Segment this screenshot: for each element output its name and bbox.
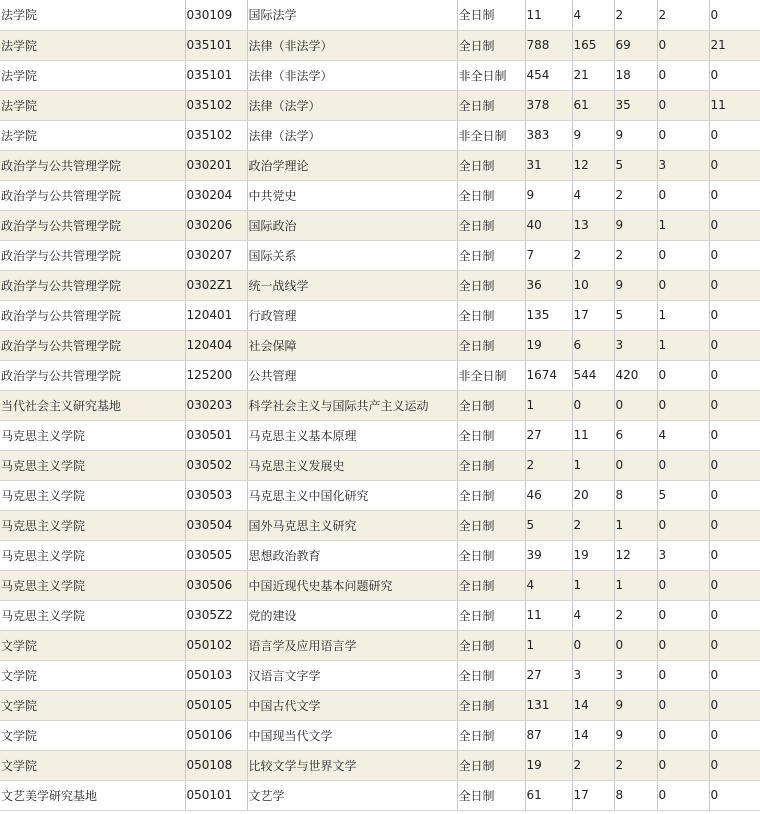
table-row	[0, 180, 760, 210]
code-cell: 030505	[185, 540, 247, 570]
study-mode-cell: 全日制	[457, 630, 525, 660]
code-cell: 030506	[185, 570, 247, 600]
table-row	[0, 750, 760, 780]
count-cell-5: 0	[709, 570, 760, 600]
count-cell-2: 544	[572, 360, 614, 390]
study-mode-cell: 全日制	[457, 240, 525, 270]
code-cell: 030204	[185, 180, 247, 210]
count-cell-4: 0	[657, 750, 709, 780]
count-cell-3: 5	[614, 150, 657, 180]
count-cell-2: 0	[572, 630, 614, 660]
college-cell: 马克思主义学院	[0, 450, 185, 480]
major-cell: 中国近现代史基本问题研究	[247, 570, 457, 600]
count-cell-2: 10	[572, 270, 614, 300]
count-cell-4: 0	[657, 510, 709, 540]
table-row	[0, 360, 760, 390]
count-cell-2: 165	[572, 30, 614, 60]
major-cell: 法律（非法学）	[247, 60, 457, 90]
major-cell: 统一战线学	[247, 270, 457, 300]
college-cell: 政治学与公共管理学院	[0, 330, 185, 360]
count-cell-3: 12	[614, 540, 657, 570]
table-row	[0, 60, 760, 90]
table-row	[0, 600, 760, 630]
count-cell-5: 0	[709, 300, 760, 330]
count-cell-2: 14	[572, 720, 614, 750]
count-cell-2: 4	[572, 0, 614, 30]
count-cell-3: 0	[614, 630, 657, 660]
code-cell: 030207	[185, 240, 247, 270]
count-cell-1: 46	[525, 480, 572, 510]
study-mode-cell: 全日制	[457, 690, 525, 720]
code-cell: 035101	[185, 60, 247, 90]
college-cell: 政治学与公共管理学院	[0, 150, 185, 180]
study-mode-cell: 非全日制	[457, 120, 525, 150]
college-cell: 政治学与公共管理学院	[0, 360, 185, 390]
count-cell-2: 61	[572, 90, 614, 120]
college-cell: 马克思主义学院	[0, 600, 185, 630]
study-mode-cell: 全日制	[457, 210, 525, 240]
count-cell-4: 1	[657, 300, 709, 330]
study-mode-cell: 非全日制	[457, 360, 525, 390]
table-row	[0, 270, 760, 300]
table-row	[0, 720, 760, 750]
table-row	[0, 330, 760, 360]
count-cell-4: 0	[657, 630, 709, 660]
major-cell: 国际政治	[247, 210, 457, 240]
table-row	[0, 150, 760, 180]
major-cell: 国际关系	[247, 240, 457, 270]
count-cell-1: 2	[525, 450, 572, 480]
count-cell-4: 0	[657, 720, 709, 750]
count-cell-2: 20	[572, 480, 614, 510]
count-cell-1: 11	[525, 600, 572, 630]
count-cell-3: 2	[614, 600, 657, 630]
study-mode-cell: 全日制	[457, 330, 525, 360]
table-row	[0, 690, 760, 720]
major-cell: 比较文学与世界文学	[247, 750, 457, 780]
count-cell-3: 9	[614, 120, 657, 150]
college-cell: 文学院	[0, 690, 185, 720]
count-cell-5: 0	[709, 480, 760, 510]
study-mode-cell: 全日制	[457, 0, 525, 30]
table-row	[0, 570, 760, 600]
college-cell: 法学院	[0, 0, 185, 30]
count-cell-1: 7	[525, 240, 572, 270]
count-cell-2: 17	[572, 300, 614, 330]
count-cell-1: 87	[525, 720, 572, 750]
count-cell-1: 454	[525, 60, 572, 90]
college-cell: 政治学与公共管理学院	[0, 210, 185, 240]
count-cell-3: 1	[614, 570, 657, 600]
study-mode-cell: 非全日制	[457, 60, 525, 90]
study-mode-cell: 全日制	[457, 720, 525, 750]
college-cell: 马克思主义学院	[0, 570, 185, 600]
table-row	[0, 540, 760, 570]
table-row	[0, 510, 760, 540]
count-cell-4: 0	[657, 30, 709, 60]
table-row	[0, 630, 760, 660]
count-cell-3: 3	[614, 660, 657, 690]
code-cell: 050106	[185, 720, 247, 750]
study-mode-cell: 全日制	[457, 480, 525, 510]
table-row	[0, 120, 760, 150]
college-cell: 文艺美学研究基地	[0, 780, 185, 810]
code-cell: 120401	[185, 300, 247, 330]
major-cell: 科学社会主义与国际共产主义运动	[247, 390, 457, 420]
count-cell-5: 0	[709, 750, 760, 780]
count-cell-3: 1	[614, 510, 657, 540]
count-cell-3: 8	[614, 780, 657, 810]
major-cell: 公共管理	[247, 360, 457, 390]
count-cell-2: 9	[572, 120, 614, 150]
major-cell: 中国古代文学	[247, 690, 457, 720]
study-mode-cell: 全日制	[457, 750, 525, 780]
count-cell-5: 0	[709, 330, 760, 360]
count-cell-2: 12	[572, 150, 614, 180]
major-cell: 汉语言文字学	[247, 660, 457, 690]
study-mode-cell: 全日制	[457, 570, 525, 600]
study-mode-cell: 全日制	[457, 540, 525, 570]
count-cell-3: 420	[614, 360, 657, 390]
count-cell-1: 31	[525, 150, 572, 180]
table-row	[0, 240, 760, 270]
count-cell-3: 9	[614, 270, 657, 300]
table-row	[0, 780, 760, 810]
major-cell: 社会保障	[247, 330, 457, 360]
count-cell-1: 19	[525, 750, 572, 780]
count-cell-3: 9	[614, 720, 657, 750]
count-cell-3: 2	[614, 180, 657, 210]
count-cell-4: 0	[657, 450, 709, 480]
count-cell-2: 4	[572, 180, 614, 210]
college-cell: 法学院	[0, 90, 185, 120]
table-row	[0, 30, 760, 60]
college-cell: 文学院	[0, 750, 185, 780]
major-cell: 法律（法学）	[247, 90, 457, 120]
count-cell-2: 3	[572, 660, 614, 690]
count-cell-3: 2	[614, 240, 657, 270]
count-cell-1: 40	[525, 210, 572, 240]
college-cell: 马克思主义学院	[0, 480, 185, 510]
study-mode-cell: 全日制	[457, 150, 525, 180]
count-cell-5: 0	[709, 180, 760, 210]
major-cell: 中国现当代文学	[247, 720, 457, 750]
college-cell: 法学院	[0, 30, 185, 60]
count-cell-4: 0	[657, 390, 709, 420]
major-cell: 法律（非法学）	[247, 30, 457, 60]
count-cell-1: 1	[525, 390, 572, 420]
count-cell-5: 0	[709, 240, 760, 270]
count-cell-5: 0	[709, 210, 760, 240]
count-cell-4: 0	[657, 120, 709, 150]
college-cell: 文学院	[0, 720, 185, 750]
count-cell-2: 1	[572, 570, 614, 600]
count-cell-3: 69	[614, 30, 657, 60]
count-cell-2: 13	[572, 210, 614, 240]
count-cell-1: 4	[525, 570, 572, 600]
code-cell: 050101	[185, 780, 247, 810]
code-cell: 030109	[185, 0, 247, 30]
college-cell: 政治学与公共管理学院	[0, 240, 185, 270]
count-cell-4: 3	[657, 540, 709, 570]
count-cell-1: 1674	[525, 360, 572, 390]
count-cell-4: 0	[657, 690, 709, 720]
major-cell: 马克思主义中国化研究	[247, 480, 457, 510]
count-cell-4: 3	[657, 150, 709, 180]
count-cell-2: 21	[572, 60, 614, 90]
college-cell: 文学院	[0, 630, 185, 660]
count-cell-5: 21	[709, 30, 760, 60]
table-row	[0, 0, 760, 30]
study-mode-cell: 全日制	[457, 300, 525, 330]
count-cell-5: 0	[709, 510, 760, 540]
major-cell: 文艺学	[247, 780, 457, 810]
code-cell: 030501	[185, 420, 247, 450]
table-row	[0, 210, 760, 240]
study-mode-cell: 全日制	[457, 30, 525, 60]
count-cell-2: 6	[572, 330, 614, 360]
code-cell: 030206	[185, 210, 247, 240]
study-mode-cell: 全日制	[457, 600, 525, 630]
count-cell-3: 0	[614, 450, 657, 480]
count-cell-3: 9	[614, 690, 657, 720]
code-cell: 035102	[185, 120, 247, 150]
table-row	[0, 450, 760, 480]
study-mode-cell: 全日制	[457, 510, 525, 540]
count-cell-5: 0	[709, 600, 760, 630]
major-cell: 语言学及应用语言学	[247, 630, 457, 660]
count-cell-1: 135	[525, 300, 572, 330]
code-cell: 125200	[185, 360, 247, 390]
college-cell: 马克思主义学院	[0, 510, 185, 540]
study-mode-cell: 全日制	[457, 180, 525, 210]
count-cell-1: 19	[525, 330, 572, 360]
code-cell: 030502	[185, 450, 247, 480]
count-cell-2: 2	[572, 510, 614, 540]
count-cell-3: 0	[614, 390, 657, 420]
count-cell-5: 11	[709, 90, 760, 120]
code-cell: 120404	[185, 330, 247, 360]
major-cell: 马克思主义发展史	[247, 450, 457, 480]
code-cell: 035101	[185, 30, 247, 60]
count-cell-4: 0	[657, 570, 709, 600]
table-row	[0, 420, 760, 450]
study-mode-cell: 全日制	[457, 390, 525, 420]
study-mode-cell: 全日制	[457, 270, 525, 300]
college-cell: 政治学与公共管理学院	[0, 300, 185, 330]
count-cell-3: 2	[614, 0, 657, 30]
code-cell: 035102	[185, 90, 247, 120]
code-cell: 050103	[185, 660, 247, 690]
count-cell-1: 27	[525, 420, 572, 450]
count-cell-5: 0	[709, 120, 760, 150]
count-cell-4: 4	[657, 420, 709, 450]
table-row	[0, 660, 760, 690]
count-cell-5: 0	[709, 270, 760, 300]
college-cell: 马克思主义学院	[0, 420, 185, 450]
count-cell-2: 1	[572, 450, 614, 480]
count-cell-4: 0	[657, 600, 709, 630]
count-cell-4: 0	[657, 660, 709, 690]
major-cell: 法律（法学）	[247, 120, 457, 150]
count-cell-2: 11	[572, 420, 614, 450]
code-cell: 050105	[185, 690, 247, 720]
college-cell: 政治学与公共管理学院	[0, 180, 185, 210]
study-mode-cell: 全日制	[457, 660, 525, 690]
count-cell-1: 131	[525, 690, 572, 720]
count-cell-1: 788	[525, 30, 572, 60]
major-cell: 马克思主义基本原理	[247, 420, 457, 450]
count-cell-4: 0	[657, 270, 709, 300]
count-cell-4: 1	[657, 330, 709, 360]
major-cell: 国外马克思主义研究	[247, 510, 457, 540]
study-mode-cell: 全日制	[457, 780, 525, 810]
major-cell: 中共党史	[247, 180, 457, 210]
count-cell-5: 0	[709, 720, 760, 750]
count-cell-1: 11	[525, 0, 572, 30]
table-row	[0, 480, 760, 510]
count-cell-4: 0	[657, 90, 709, 120]
table-row	[0, 300, 760, 330]
table-row	[0, 90, 760, 120]
major-cell: 政治学理论	[247, 150, 457, 180]
count-cell-4: 0	[657, 780, 709, 810]
code-cell: 050102	[185, 630, 247, 660]
count-cell-2: 19	[572, 540, 614, 570]
count-cell-5: 0	[709, 450, 760, 480]
major-cell: 行政管理	[247, 300, 457, 330]
count-cell-5: 0	[709, 780, 760, 810]
count-cell-2: 14	[572, 690, 614, 720]
count-cell-3: 8	[614, 480, 657, 510]
college-cell: 法学院	[0, 60, 185, 90]
count-cell-5: 0	[709, 0, 760, 30]
count-cell-5: 0	[709, 420, 760, 450]
count-cell-4: 1	[657, 210, 709, 240]
code-cell: 050108	[185, 750, 247, 780]
count-cell-1: 1	[525, 630, 572, 660]
count-cell-5: 0	[709, 360, 760, 390]
college-cell: 政治学与公共管理学院	[0, 270, 185, 300]
count-cell-1: 36	[525, 270, 572, 300]
count-cell-1: 383	[525, 120, 572, 150]
code-cell: 0305Z2	[185, 600, 247, 630]
count-cell-5: 0	[709, 690, 760, 720]
count-cell-5: 0	[709, 540, 760, 570]
study-mode-cell: 全日制	[457, 90, 525, 120]
count-cell-4: 0	[657, 60, 709, 90]
count-cell-1: 5	[525, 510, 572, 540]
college-cell: 当代社会主义研究基地	[0, 390, 185, 420]
count-cell-2: 4	[572, 600, 614, 630]
count-cell-2: 2	[572, 240, 614, 270]
code-cell: 030203	[185, 390, 247, 420]
table-row	[0, 390, 760, 420]
count-cell-2: 2	[572, 750, 614, 780]
count-cell-1: 61	[525, 780, 572, 810]
count-cell-5: 0	[709, 630, 760, 660]
major-cell: 思想政治教育	[247, 540, 457, 570]
code-cell: 030503	[185, 480, 247, 510]
study-mode-cell: 全日制	[457, 420, 525, 450]
count-cell-3: 35	[614, 90, 657, 120]
college-cell: 马克思主义学院	[0, 540, 185, 570]
count-cell-2: 0	[572, 390, 614, 420]
count-cell-3: 18	[614, 60, 657, 90]
count-cell-3: 5	[614, 300, 657, 330]
count-cell-1: 39	[525, 540, 572, 570]
major-cell: 党的建设	[247, 600, 457, 630]
major-cell: 国际法学	[247, 0, 457, 30]
count-cell-4: 0	[657, 240, 709, 270]
count-cell-4: 0	[657, 360, 709, 390]
count-cell-3: 2	[614, 750, 657, 780]
college-cell: 文学院	[0, 660, 185, 690]
study-mode-cell: 全日制	[457, 450, 525, 480]
college-cell: 法学院	[0, 120, 185, 150]
count-cell-1: 9	[525, 180, 572, 210]
count-cell-3: 6	[614, 420, 657, 450]
count-cell-5: 0	[709, 660, 760, 690]
code-cell: 030504	[185, 510, 247, 540]
count-cell-3: 9	[614, 210, 657, 240]
count-cell-5: 0	[709, 390, 760, 420]
code-cell: 030201	[185, 150, 247, 180]
count-cell-3: 3	[614, 330, 657, 360]
count-cell-1: 27	[525, 660, 572, 690]
count-cell-2: 17	[572, 780, 614, 810]
count-cell-4: 0	[657, 180, 709, 210]
count-cell-4: 5	[657, 480, 709, 510]
count-cell-1: 378	[525, 90, 572, 120]
count-cell-5: 0	[709, 150, 760, 180]
code-cell: 0302Z1	[185, 270, 247, 300]
count-cell-4: 2	[657, 0, 709, 30]
count-cell-5: 0	[709, 60, 760, 90]
